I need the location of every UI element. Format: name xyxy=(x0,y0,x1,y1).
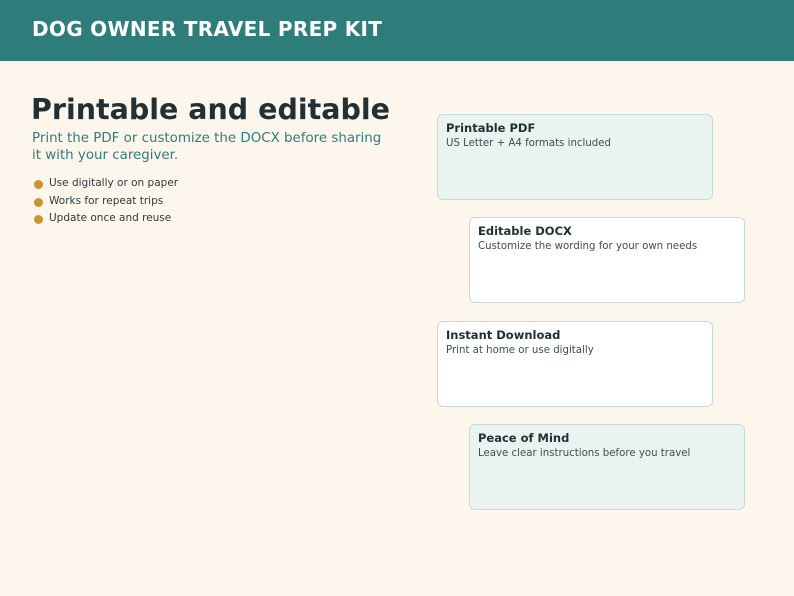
feature-bullet-label: Works for repeat trips xyxy=(49,194,164,207)
feature-bullet-label: Use digitally or on paper xyxy=(49,177,179,189)
page-title: Printable and editable xyxy=(31,93,390,126)
card-description: Customize the wording for your own needs xyxy=(478,241,698,252)
feature-bullet-list xyxy=(34,176,178,229)
feature-bullet xyxy=(34,211,178,229)
bullet-dot-icon xyxy=(34,180,43,189)
card-description: Print at home or use digitally xyxy=(446,345,594,356)
feature-bullet-label: Update once and reuse xyxy=(49,212,172,224)
card-editable-docx xyxy=(469,217,745,303)
card-title: Peace of Mind xyxy=(478,431,570,445)
header-bar xyxy=(0,0,794,61)
card-description: Leave clear instructions before you travel xyxy=(478,448,691,459)
card-instant-download xyxy=(437,321,713,407)
feature-bullet xyxy=(34,176,178,194)
card-peace-of-mind xyxy=(469,424,745,510)
page-subtitle: Print the PDF or customize the DOCX before sharing it with your caregiver. xyxy=(32,131,382,163)
bullet-dot-icon xyxy=(34,215,43,224)
card-title: Editable DOCX xyxy=(478,224,572,238)
feature-bullet xyxy=(34,194,178,212)
bullet-dot-icon xyxy=(34,198,43,207)
card-printable-pdf xyxy=(437,114,713,200)
card-description: US Letter + A4 formats included xyxy=(446,138,611,149)
card-title: Printable PDF xyxy=(446,121,536,135)
card-title: Instant Download xyxy=(446,328,561,342)
header-title: DOG OWNER TRAVEL PREP KIT xyxy=(32,17,383,41)
